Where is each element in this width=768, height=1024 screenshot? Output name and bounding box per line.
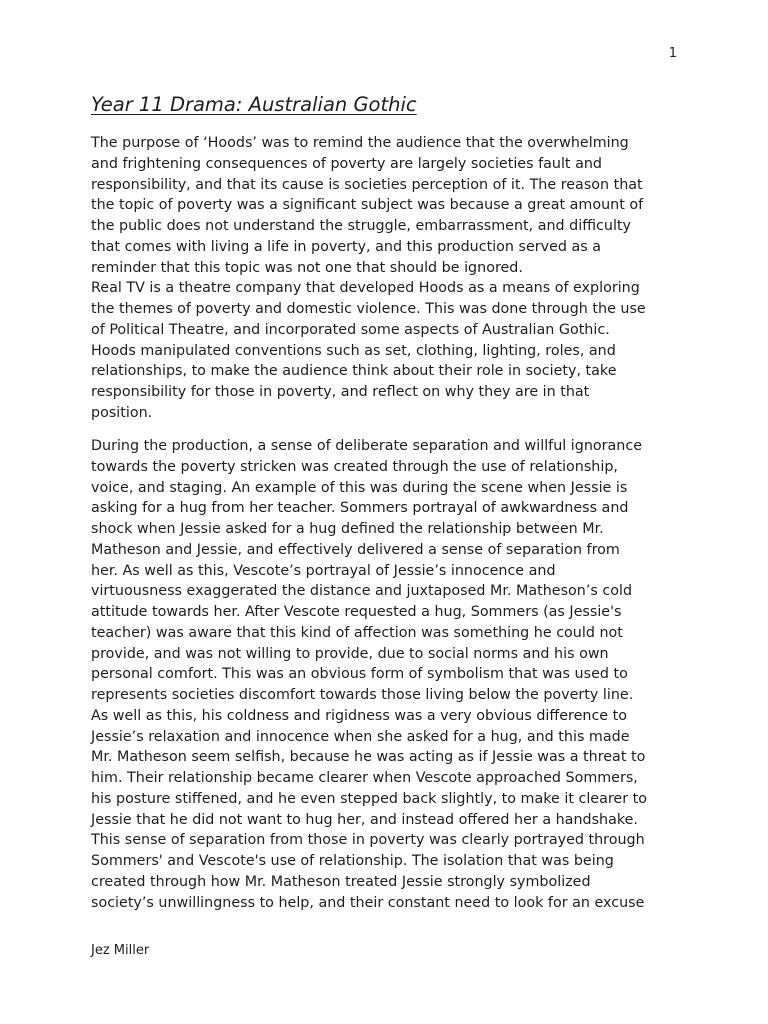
text-line: shock when Jessie asked for a hug defined the relationship between Mr. <box>91 521 604 537</box>
text-line: the themes of poverty and domestic violence. This was done through the use <box>91 301 646 317</box>
text-line: teacher) was aware that this kind of affection was something he could not <box>91 624 623 641</box>
intro-block <box>91 133 673 424</box>
page-number: 1 <box>668 46 677 61</box>
text-line: voice, and staging. An example of this was during the scene when Jessie is <box>91 479 628 496</box>
text-line: her. As well as this, Vescote’s portrayal of Jessie’s innocence and <box>91 562 556 579</box>
text-line: responsibility, and that its cause is societies perception of it. The reason that <box>91 176 643 193</box>
text-line: reminder that this topic was not one that should be ignored. <box>91 259 523 276</box>
text-line: and frightening consequences of poverty are largely societies fault and <box>91 155 602 172</box>
text-line: Mr. Matheson seem selfish, because he was acting as if Jessie was a threat to <box>91 749 646 766</box>
text-line: represents societies discomfort towards those living below the poverty line. <box>91 687 634 703</box>
text-line: society’s unwillingness to help, and their constant need to look for an excuse <box>91 894 645 911</box>
text-line: his posture stiffened, and he even stepped back slightly, to make it clearer to <box>91 790 648 807</box>
text-line: Hoods manipulated conventions such as set, clothing, lighting, roles, and <box>91 342 616 359</box>
text-line: the topic of poverty was a significant subject was because a great amount of <box>91 197 644 214</box>
text-line: attitude towards her. After Vescote requested a hug, Sommers (as Jessie's <box>91 604 622 620</box>
text-line: the public does not understand the struggle, embarrassment, and difficulty <box>91 218 631 234</box>
text-line: Jessie’s relaxation and innocence when she asked for a hug, and this made <box>91 728 630 745</box>
text-line: of Political Theatre, and incorporated some aspects of Australian Gothic. <box>91 321 610 338</box>
text-line: position. <box>91 404 153 421</box>
paragraph-real-tv <box>91 278 673 423</box>
text-line: responsibility for those in poverty, and reflect on why they are in that <box>91 384 590 400</box>
text-line: Matheson and Jessie, and effectively delivered a sense of separation from <box>91 541 620 558</box>
text-line: As well as this, his coldness and rigidness was a very obvious difference to <box>91 707 627 724</box>
paragraph-purpose <box>91 133 673 278</box>
text-line: towards the poverty stricken was created through the use of relationship, <box>91 458 618 475</box>
text-line: created through how Mr. Matheson treated Jessie strongly symbolized <box>91 873 591 890</box>
text-line: The purpose of ‘Hoods’ was to remind the audience that the overwhelming <box>91 135 629 151</box>
text-line: Jessie that he did not want to hug her, and instead offered her a handshake. <box>91 811 638 828</box>
text-line: him. Their relationship became clearer when Vescote approached Sommers, <box>91 770 638 786</box>
text-line: Real TV is a theatre company that developed Hoods as a means of exploring <box>91 280 640 297</box>
text-line: personal comfort. This was an obvious form of symbolism that was used to <box>91 666 628 683</box>
text-line: that comes with living a life in poverty, and this production served as a <box>91 238 602 255</box>
text-line: provide, and was not willing to provide, due to social norms and his own <box>91 645 609 662</box>
paragraph-production <box>91 436 673 913</box>
text-line: This sense of separation from those in poverty was clearly portrayed through <box>91 832 645 849</box>
document-title: Year 11 Drama: Australian Gothic <box>91 93 417 116</box>
text-line: Sommers' and Vescote's use of relationship. The isolation that was being <box>91 853 614 869</box>
text-line: During the production, a sense of deliberate separation and willful ignorance <box>91 438 642 454</box>
text-line: virtuousness exaggerated the distance and juxtaposed Mr. Matheson’s cold <box>91 583 633 600</box>
text-line: relationships, to make the audience think about their role in society, take <box>91 363 617 380</box>
text-line: asking for a hug from her teacher. Sommers portrayal of awkwardness and <box>91 500 629 517</box>
footer-author: Jez Miller <box>91 943 150 958</box>
